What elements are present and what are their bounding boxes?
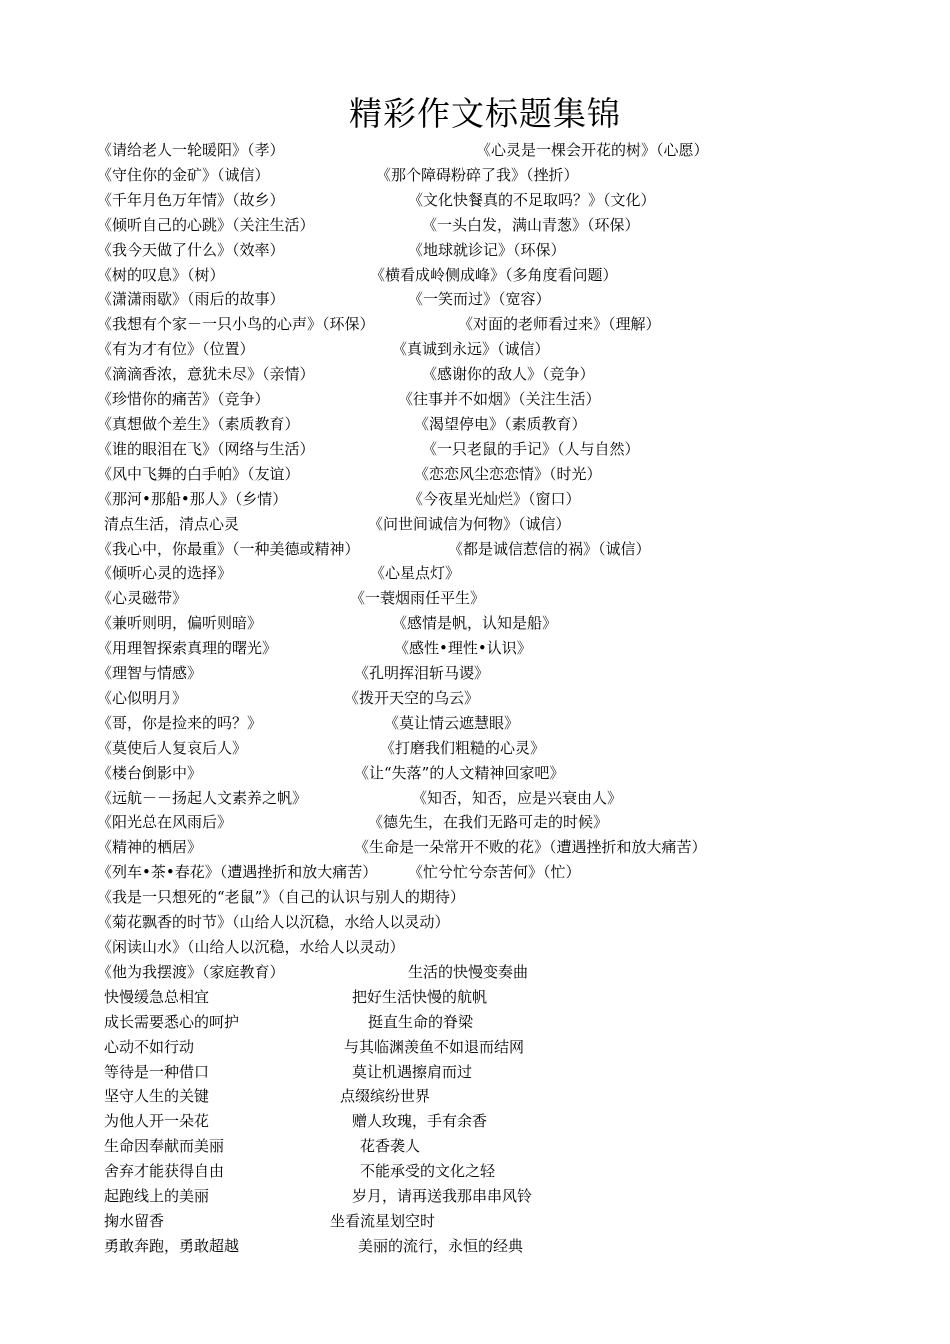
title-row [97,362,864,387]
title-row [97,736,864,761]
title-row [97,287,864,312]
title-entry-right: 《今夜星光灿烂》（窗口） [408,489,581,508]
title-entry-left: 《倾听心灵的选择》 [97,564,233,583]
title-row [97,786,864,811]
title-entry-left: 《列车•茶•春花》（遭遇挫折和放大痛苦） [97,863,378,882]
title-entry-left: 掬水留香 [104,1211,165,1230]
title-entry-left: 《他为我摆渡》（家庭教育） [97,962,285,981]
title-row [104,1184,864,1209]
title-entry-right: 《恋恋风尘恋恋情》（时光） [414,464,602,483]
title-entry-left: 坚守人生的关键 [104,1087,210,1106]
title-row [97,636,864,661]
title-row [97,387,864,412]
title-entry-right: 《打磨我们粗糙的心灵》 [380,738,546,757]
title-entry-left: 《用理智探索真理的曙光》 [97,639,278,658]
title-row [104,1109,864,1134]
title-entry-left: 《我心中，你最重》（一种美德或精神） [97,539,360,558]
title-row [104,1134,864,1159]
title-entry-left: 舍弃才能获得自由 [104,1162,225,1181]
title-entry-left: 《心似明月》 [97,688,188,707]
title-row [97,437,864,462]
title-entry-right: 《感谢你的敌人》（竞争） [422,365,595,384]
title-row [97,188,864,213]
title-entry-right: 点缀缤纷世界 [340,1087,431,1106]
title-entry-right: 《一只老鼠的手记》（人与自然） [422,439,640,458]
title-row [97,711,864,736]
title-entry-left: 《千年月色万年情》（故乡） [97,190,285,209]
title-row [97,885,864,910]
title-row [104,1035,864,1060]
title-row [97,561,864,586]
title-entry-left: 《理智与情感》 [97,664,203,683]
title-entry-left: 生命因奉献而美丽 [104,1137,225,1156]
title-entry-right: 《那个障碍粉碎了我》（挫折） [376,165,579,184]
title-entry-right: 莫让机遇擦肩而过 [352,1062,473,1081]
title-entry-left: 等待是一种借口 [104,1062,210,1081]
title-entry-right: 《让“失落”的人文精神回家吧》 [354,763,565,782]
title-entry-left: 《精神的栖居》 [97,838,203,857]
title-entry-right: 岁月，请再送我那串串风铃 [352,1187,533,1206]
title-list [97,138,864,1259]
title-row [104,1060,864,1085]
title-entry-right: 《莫让情云遮慧眼》 [384,713,520,732]
title-entry-left: 《倾听自己的心跳》（关注生活） [97,215,315,234]
title-row [97,586,864,611]
title-entry-right: 《往事并不如烟》（关注生活） [398,390,601,409]
title-entry-right: 《感性•理性•认识》 [394,639,532,658]
title-entry-right: 《横看成岭侧成峰》（多角度看问题） [370,265,618,284]
title-entry-left: 《珍惜你的痛苦》（竞争） [97,390,270,409]
title-entry-right: 《孔明挥泪斩马谡》 [354,664,490,683]
title-row [104,1159,864,1184]
title-entry-left: 《我想有个家－一只小鸟的心声》（环保） [97,315,375,334]
page-title: 精彩作文标题集锦 [349,94,621,133]
title-row [97,611,864,636]
title-entry-right: 挺直生命的脊梁 [368,1012,474,1031]
title-entry-right: 《感情是帆，认知是船》 [392,614,558,633]
title-entry-left: 《哥，你是捡来的吗？》 [97,713,263,732]
title-entry-right: 《一头白发，满山青葱》（环保） [422,215,640,234]
title-entry-right: 《问世间诚信为何物》（诚信） [368,514,571,533]
title-entry-right: 《对面的老师看过来》（理解） [458,315,661,334]
title-entry-right: 美丽的流行，永恒的经典 [358,1236,524,1255]
title-row [97,835,864,860]
title-row [104,1209,864,1234]
title-entry-right: 《一蓑烟雨任平生》 [350,589,486,608]
title-entry-left: 《潇潇雨歇》（雨后的故事） [97,290,285,309]
title-entry-left: 心动不如行动 [104,1037,195,1056]
title-row [97,138,864,163]
title-entry-right: 《真诚到永远》（诚信） [392,340,550,359]
title-row [97,810,864,835]
title-entry-left: 《风中飞舞的白手帕》（友谊） [97,464,300,483]
title-entry-left: 《闲读山水》（山给人以沉稳，水给人以灵动） [97,938,405,956]
title-row [97,910,864,935]
title-row [97,487,864,512]
title-entry-right: 《生命是一朵常开不败的花》（遭遇挫折和放大痛苦） [354,838,707,857]
title-entry-left: 《我是一只想死的“老鼠”》（自己的认识与别人的期待） [97,888,465,907]
title-entry-right: 《知否，知否，应是兴衰由人》 [412,788,623,807]
title-entry-left: 起跑线上的美丽 [104,1187,210,1206]
title-entry-right: 《都是诚信惹信的祸》（诚信） [448,539,651,558]
title-entry-right: 花香袭人 [360,1137,421,1156]
title-entry-right: 不能承受的文化之轻 [360,1162,496,1181]
title-row [97,238,864,263]
title-entry-right: 《拨开天空的乌云》 [344,688,480,707]
title-row [104,985,864,1010]
title-entry-right: 《忙兮忙兮奈苦何》（忙） [408,863,581,882]
title-entry-left: 《滴滴香浓，意犹未尽》（亲情） [97,365,315,384]
title-entry-right: 《心灵是一棵会开花的树》（心愿） [476,141,709,159]
title-row [97,935,864,960]
title-row [97,860,864,885]
title-entry-right: 把好生活快慢的航帆 [352,987,488,1006]
title-row [104,1084,864,1109]
title-row [104,1234,864,1259]
title-row [104,512,864,537]
title-row [97,960,864,985]
title-row [97,537,864,562]
title-entry-left: 《请给老人一轮暖阳》（孝） [97,141,285,159]
title-entry-left: 《楼台倒影中》 [97,763,203,782]
title-row [97,163,864,188]
title-entry-left: 《那河•那船•那人》（乡情） [97,489,288,508]
title-entry-left: 《阳光总在风雨后》 [97,813,233,832]
title-row [104,1010,864,1035]
title-row [97,761,864,786]
title-row [97,661,864,686]
title-row [97,213,864,238]
title-entry-right: 《渴望停电》（素质教育） [414,414,587,433]
title-entry-left: 《心灵磁带》 [97,589,188,608]
title-entry-left: 《有为才有位》（位置） [97,340,255,359]
title-entry-right: 生活的快慢变奏曲 [408,962,529,981]
title-row [97,462,864,487]
title-entry-left: 清点生活，清点心灵 [104,514,240,533]
title-entry-left: 《真想做个差生》（素质教育） [97,414,300,433]
title-row [97,312,864,337]
title-entry-left: 快慢缓急总相宜 [104,987,210,1006]
title-entry-right: 《德先生，在我们无路可走的时候》 [368,813,609,832]
title-entry-left: 《莫使后人复哀后人》 [97,738,248,757]
title-entry-left: 《远航－－扬起人文素养之帆》 [97,788,308,807]
title-row [97,412,864,437]
title-row [97,263,864,288]
title-entry-right: 与其临渊羡鱼不如退而结网 [344,1037,525,1056]
title-entry-left: 为他人开一朵花 [104,1112,210,1131]
title-entry-right: 《地球就诊记》（环保） [408,240,566,259]
title-entry-left: 《我今天做了什么》（效率） [97,240,285,259]
title-entry-left: 《兼听则明，偏听则暗》 [97,614,263,633]
title-row [97,337,864,362]
title-entry-right: 坐看流星划空时 [330,1211,436,1230]
title-row [97,686,864,711]
title-entry-left: 成长需要悉心的呵护 [104,1012,240,1031]
title-entry-right: 《一笑而过》（宽容） [408,290,551,309]
title-entry-left: 《菊花飘香的时节》（山给人以沉稳，水给人以灵动） [97,913,450,932]
title-entry-right: 《文化快餐真的不足取吗？》（文化） [408,190,656,209]
title-entry-left: 《谁的眼泪在飞》（网络与生活） [97,439,315,458]
title-entry-right: 赠人玫瑰，手有余香 [352,1112,488,1131]
title-entry-right: 《心星点灯》 [370,564,461,583]
title-entry-left: 《守住你的金矿》（诚信） [97,165,270,184]
title-entry-left: 勇敢奔跑，勇敢超越 [104,1236,240,1255]
title-entry-left: 《树的叹息》（树） [97,265,225,284]
